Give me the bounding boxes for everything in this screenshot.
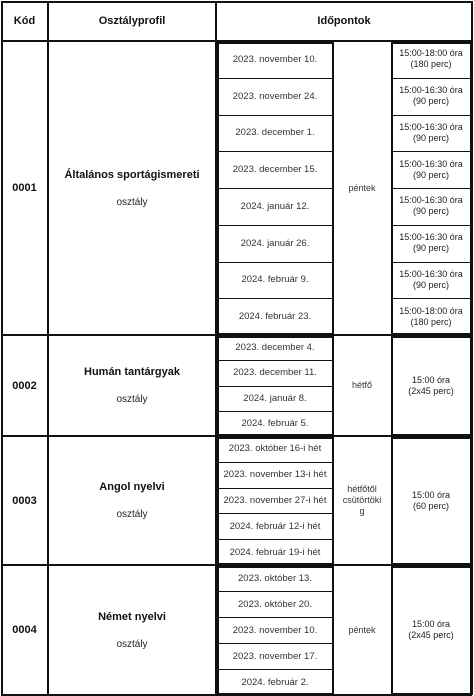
group-profile bbox=[48, 335, 216, 436]
time-cell: 15:00 óra (60 perc) bbox=[411, 489, 451, 511]
date-cell: 2023. december 11. bbox=[233, 367, 317, 379]
date-cell: 2024. február 23. bbox=[238, 311, 312, 323]
group-code: 0001 bbox=[12, 182, 37, 194]
date-cell: 2023. november 24. bbox=[232, 90, 318, 102]
time-box-right bbox=[470, 436, 472, 565]
profile-suffix: osztály bbox=[116, 509, 148, 520]
date-cell: 2023. november 27-i hét bbox=[223, 494, 327, 506]
date-cell: 2024. január 12. bbox=[240, 200, 310, 212]
date-cell: 2023. november 13-i hét bbox=[223, 469, 327, 481]
day-cell: hétfő bbox=[351, 380, 373, 390]
profile-suffix: osztály bbox=[116, 196, 148, 208]
day-cell: hétfőtől csütörtöki g bbox=[342, 484, 382, 516]
time-cell: 15:00-16:30 óra (90 perc) bbox=[399, 232, 463, 254]
time-cell: 15:00-16:30 óra (90 perc) bbox=[399, 195, 463, 217]
header-profile: Osztályprofil bbox=[98, 15, 166, 27]
date-cell: 2024. február 12-i hét bbox=[229, 520, 321, 532]
profile-name: Humán tantárgyak bbox=[84, 366, 180, 378]
date-cell: 2023. október 20. bbox=[238, 598, 312, 610]
time-cell: 15:00-18:00 óra (180 perc) bbox=[399, 48, 463, 70]
time-cell: 15:00 óra (2x45 perc) bbox=[408, 374, 454, 396]
date-cell: 2023. november 10. bbox=[232, 624, 318, 636]
group-profile bbox=[48, 41, 216, 335]
profile-suffix: osztály bbox=[116, 638, 148, 650]
date-cell: 2023. december 15. bbox=[232, 164, 318, 176]
date-cell: 2023. december 1. bbox=[235, 127, 315, 139]
date-cell: 2023. november 17. bbox=[232, 650, 318, 662]
day-cell: péntek bbox=[348, 624, 376, 635]
date-cell: 2023. december 4. bbox=[235, 342, 315, 354]
date-cell: 2024. január 26. bbox=[240, 237, 310, 249]
group-code: 0004 bbox=[12, 624, 37, 636]
group-code: 0003 bbox=[12, 494, 37, 507]
time-cell: 15:00-16:30 óra (90 perc) bbox=[399, 268, 463, 290]
group-profile bbox=[48, 436, 216, 565]
group-code: 0002 bbox=[12, 379, 37, 392]
group-profile bbox=[48, 565, 216, 695]
profile-name: Általános sportágismereti bbox=[64, 168, 200, 181]
date-cell: 2024. február 2. bbox=[241, 676, 309, 688]
time-cell: 15:00-16:30 óra (90 perc) bbox=[399, 121, 463, 143]
date-cell: 2024. január 8. bbox=[243, 392, 307, 404]
header-code: Kód bbox=[13, 15, 36, 27]
time-cell: 15:00 óra (2x45 perc) bbox=[408, 619, 454, 640]
profile-name: Német nyelvi bbox=[98, 610, 166, 623]
date-cell: 2024. február 5. bbox=[241, 417, 309, 429]
time-box-right bbox=[470, 335, 472, 436]
day-cell: péntek bbox=[348, 182, 376, 193]
time-box-right bbox=[470, 565, 472, 695]
header-times: Időpontok bbox=[317, 15, 371, 27]
date-cell: 2023. november 10. bbox=[232, 53, 318, 65]
profile-suffix: osztály bbox=[116, 394, 148, 405]
time-cell: 15:00-16:30 óra (90 perc) bbox=[399, 158, 463, 180]
date-cell: 2024. február 9. bbox=[241, 274, 309, 286]
time-cell: 15:00-18:00 óra (180 perc) bbox=[399, 305, 463, 327]
profile-name: Angol nyelvi bbox=[99, 481, 165, 493]
date-cell: 2024. február 19-i hét bbox=[229, 546, 321, 558]
date-cell: 2023. október 13. bbox=[238, 572, 312, 584]
time-cell: 15:00-16:30 óra (90 perc) bbox=[399, 85, 463, 107]
date-cell: 2023. október 16-i hét bbox=[228, 443, 322, 455]
